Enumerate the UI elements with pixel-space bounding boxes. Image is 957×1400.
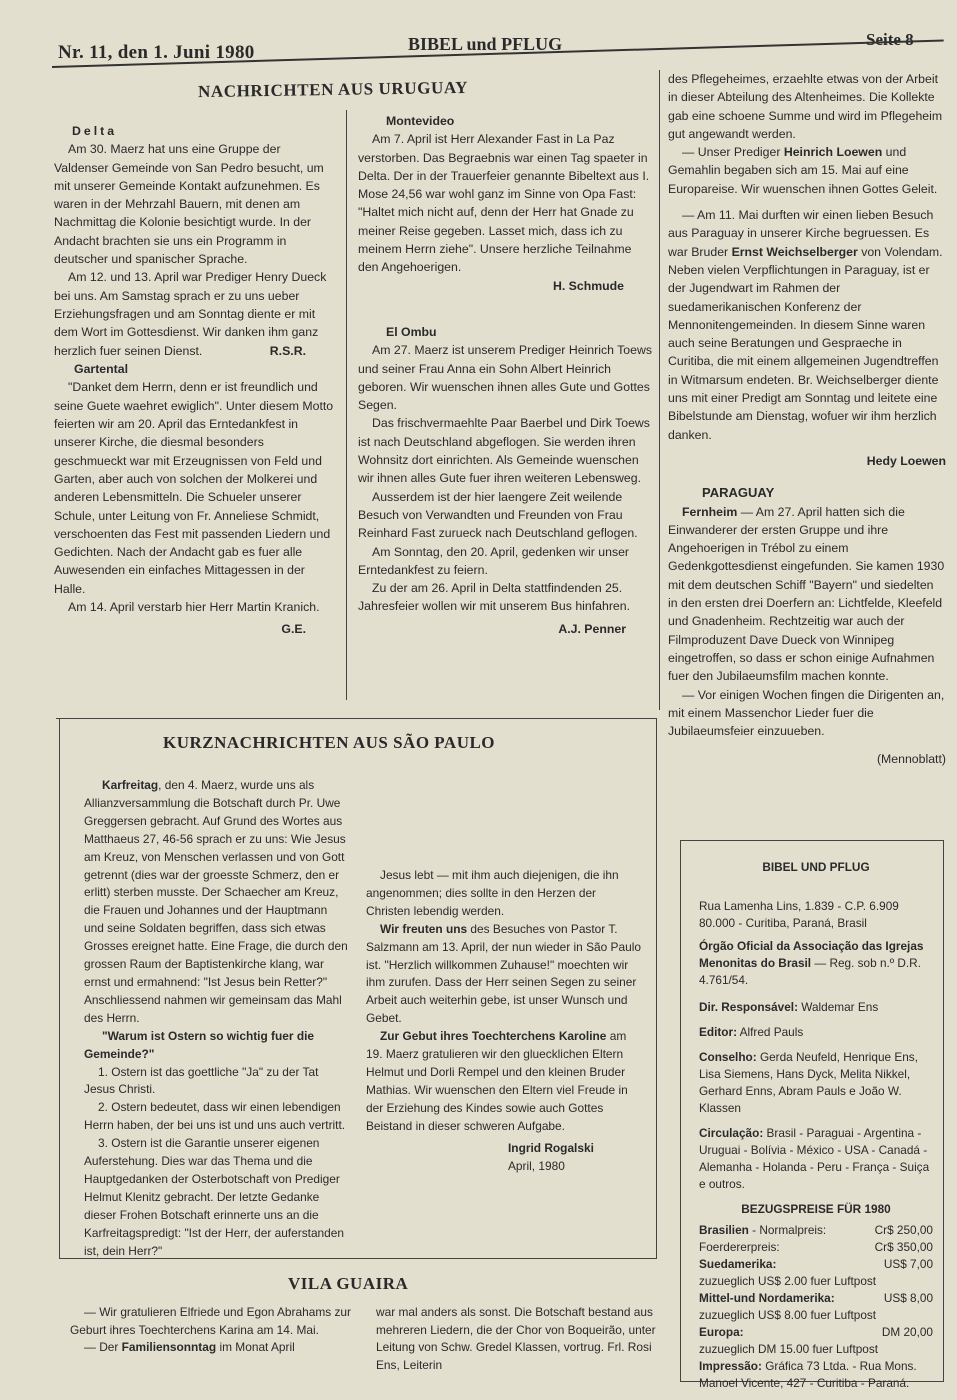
price-value: DM 20,00: [881, 1325, 933, 1339]
council-members: Gerda Neufeld, Henrique Ens, Lisa Siemens, Hans Dyck, Melita Nikkel, Gerhard Enns, Abram Pauls e João W. Klassen: [699, 1050, 918, 1115]
saopaulo-column-2: [366, 777, 642, 1175]
price-row: [699, 1341, 933, 1358]
price-row: [699, 1307, 933, 1324]
price-row: [699, 1239, 933, 1256]
delta-paragraph-1: Am 30. Maerz hat uns eine Gruppe der Valdenser Gemeinde von San Pedro besucht, um mit unserer Gemeinde Kontakt aufzunehmen. Es waren in der Mehrzahl Bauern, mit denen am Nachmittag die Kolonie besichtigt wurde. In der Andacht brachten sie uns ein Programm in deutscher und spanischer Sprache.: [54, 142, 324, 267]
dirigenten-paragraph: — Vor einigen Wochen fingen die Dirigenten an, mit einem Massenchor Lieder fuer die Jubilaeumsfeier einzuueben.: [668, 687, 945, 739]
director-label: Dir. Responsável:: [699, 1000, 799, 1014]
weich-name: Ernst Weichselberger: [731, 244, 858, 259]
delta-signature: R.S.R.: [269, 343, 306, 358]
circulation-label: Circulação:: [699, 1126, 764, 1140]
gartental-paragraph-2: Am 14. April verstarb hier Herr Martin Kranich.: [68, 600, 320, 615]
price-label: [699, 1307, 876, 1324]
elombu-paragraph-4: Am Sonntag, den 20. April, gedenken wir unser Erntedankfest zu feiern.: [358, 544, 630, 577]
price-label: [699, 1324, 744, 1341]
imprint-director: [699, 999, 933, 1016]
saopaulo-column-1: [84, 777, 348, 1260]
gartental-paragraph-1: "Danket dem Herrn, denn er ist freundlich und seine Guete waehret ewiglich". Unter diesem Motto feierten wir am 20. April das Erntedankfest in unserer Kirche, die diesmal besonders geschmueckt war mit Erzeugnissen von Feld und Garten, aber auch von solchen der Molkerei und anderen Lebensmitteln. Die Schueler unserer Schule, unter Leitung von Fr. Anneliese Schmidt, verschoenten das Fest mit passenden Liedern und Gedichten. Nach der Andacht gab es fuer alle Auwesenden ein einfaches Mittagessen in der Halle.: [54, 380, 334, 596]
guaira-paragraph-1: — Wir gratulieren Elfriede und Egon Abrahams zur Geburt ihres Toechterchens Karina am 14. Mai.: [70, 1305, 352, 1337]
price-value: US$ 8,00: [883, 1291, 933, 1305]
price-region: Mittel-und Nordamerika:: [699, 1291, 835, 1305]
price-text: Foerdererpreis:: [699, 1240, 780, 1254]
column-montevideo-elombu: [358, 112, 654, 638]
gebut-text: am 19. Maerz gratulieren wir den gluecklichen Eltern Helmut und Dorli Rempel und den kleinen Bruder Mathias. Wir wuenschen den Eltern viel Freude in der Erziehung des Kindes sowie auch Gottes Beistand in dieser schweren Aufgabe.: [366, 1029, 628, 1133]
guaira-column-1: [70, 1304, 354, 1357]
weich-text-a: — Am 11. Mai durften wir einen lieben Besuch aus Paraguay in unserer Kirche begruessen. Es war Bruder: [668, 208, 934, 259]
imprint-title: BIBEL UND PFLUG: [762, 860, 870, 874]
price-row: [699, 1256, 933, 1273]
price-value: Cr$ 350,00: [874, 1240, 933, 1254]
imprint-reg: — Reg. sob n.º D.R. 4.761/54.: [699, 956, 921, 987]
price-value: Cr$ 250,00: [874, 1223, 933, 1237]
imprint-organ: [699, 938, 933, 989]
gartental-heading: Gartental: [74, 362, 128, 377]
saopaulo-title: KURZNACHRICHTEN AUS SÃO PAULO: [163, 733, 496, 752]
guaira-paragraph-2: [70, 1339, 354, 1357]
karfreitag-label: Karfreitag: [102, 778, 159, 792]
mennoblatt-source: (Mennoblatt): [876, 752, 946, 767]
masthead: BIBEL und PFLUG: [408, 34, 563, 54]
editor-label: Editor:: [699, 1025, 738, 1039]
price-row: [699, 1273, 933, 1290]
delta-heading: Delta: [72, 124, 118, 138]
guaira-p2-a: — Der: [84, 1340, 122, 1355]
guaira-column-2: [376, 1304, 660, 1374]
imprint-printer: [699, 1358, 933, 1392]
price-list: [699, 1222, 933, 1358]
column-divider-2: [659, 70, 660, 710]
loewen-text-b: und Gemahlin begaben sich am 15. Mai auf eine Europareise. Wir wuenschen ihnen Gottes Geleit.: [668, 145, 938, 196]
council-label: Conselho:: [699, 1050, 757, 1064]
guaira-familiensonntag: Familiensonntag: [121, 1340, 217, 1355]
page-number: Seite 8: [866, 30, 914, 49]
price-region: Europa:: [699, 1325, 744, 1339]
fernheim-text: — Am 27. April hatten sich die Einwanderer der ersten Gruppe und ihre Angehoerigen in Trébol zu einem Gedenkgottesdienst eingefunden. Sie kamen 1930 mit dem deutschen Schiff "Bayern" und siedelten in den ersten drei Doerfern an: Lichtfelde, Kleefeld und Gnadenheim. Rechtzeitig war auch der Filmproduzent Dave Dueck von Winnipeg eingetroffen, so dass er schon einige Aufnahmen fuer den Jubilaeumsfilm machen konnte.: [668, 504, 945, 684]
elombu-paragraph-3: Ausserdem ist der hier laengere Zeit weilende Besuch von Verwandten und Freunden von Frau Reinhard Fast zurueck nach Deutschland geflogen.: [358, 489, 638, 541]
price-label: [699, 1341, 878, 1358]
director-name: Waldemar Ens: [798, 1000, 879, 1014]
loewen-name: Heinrich Loewen: [783, 145, 883, 160]
printer-label: Impressão:: [699, 1359, 762, 1373]
elombu-paragraph-5: Zu der am 26. April in Delta stattfindenden 25. Jahresfeier wollen wir mit unserem Bus hinfahren.: [358, 581, 631, 614]
imprint-box: [680, 840, 944, 1390]
elombu-paragraph-2: Das frischvermaehlte Paar Baerbel und Dirk Toews ist nach Deutschland abgeflogen. Sie werden ihren Wohnsitz dort einrichten. Als Gemeinde wuenschen wir ihnen alles Gute fuer ihren weiteren Lebensweg.: [358, 416, 650, 486]
price-label: [699, 1239, 780, 1256]
price-text: zuzueglich DM 15.00 fuer Luftpost: [699, 1342, 879, 1356]
price-region: Brasilien: [699, 1223, 749, 1237]
karfreitag-paragraph: [84, 777, 348, 1028]
imprint-circulation: [699, 1125, 933, 1193]
editor-name: Alfred Pauls: [737, 1025, 804, 1039]
jesus-paragraph: Jesus lebt — mit ihm auch diejenigen, die ihn angenommen; dies sollte in den Herzen der Christen lebendig werden.: [366, 868, 619, 918]
delta-paragraph-2: Am 12. und 13. April war Prediger Henry Dueck bei uns. Am Samstag sprach er zu uns ueber Erziehungsfragen und am Sonntag diente er mit dem Wort im Gottesdienst. Wir danken ihm ganz herzlich fuer seinen Dienst.: [54, 270, 327, 358]
gartental-signature: G.E.: [281, 622, 306, 637]
elombu-paragraph-1: Am 27. Maerz ist unserem Prediger Heinrich Toews und seiner Frau Anna ein Sohn Albert Heinrich geboren. Wir wuenschen ihnen alles Gute und Gottes Segen.: [358, 343, 652, 413]
price-label: [699, 1222, 826, 1239]
elombu-heading: El Ombu: [386, 324, 437, 339]
price-region: Suedamerika:: [699, 1257, 777, 1271]
price-label: [699, 1290, 835, 1307]
montevideo-signature: H. Schmude: [552, 278, 624, 293]
section-rule: [56, 718, 656, 719]
price-text: - Normalpreis:: [752, 1223, 827, 1237]
saopaulo-box-right: [656, 718, 657, 1258]
paraguay-title: PARAGUAY: [702, 485, 775, 501]
prices-title: BEZUGSPREISE FÜR 1980: [741, 1202, 891, 1216]
price-row: [699, 1290, 933, 1307]
freuten-text: des Besuches von Pastor T. Salzmann am 13. April, der nun wieder in São Paulo ist. "Herzlich willkommen Zuhause!" moechten wir ihm zurufen. Dass der Herr seinen Segen zu seiner Arbeit auch weiterhin gebe, ist unser Wunsch und Gebet.: [366, 921, 641, 1026]
freuten-label: Wir freuten uns: [380, 921, 468, 936]
price-row: [699, 1222, 933, 1239]
ostern-point-2: 2. Ostern bedeutet, dass wir einen lebendigen Herrn haben, der bei uns ist und uns auch vertritt.: [84, 1100, 346, 1133]
ostern-question: "Warum ist Ostern so wichtig fuer die Gemeinde?": [84, 1028, 314, 1061]
ostern-point-3: 3. Ostern ist die Garantie unserer eigenen Auferstehung. Dies war das Thema und die Hauptgedanken der Osterbotschaft von Prediger Helmut Klenitz gebracht. Der letzte Gedanke dieser Frohen Botschaft erinnerte uns an die Karfreitagspredigt: "Ist der Herr, der auferstanden ist, dein Herr?": [84, 1136, 345, 1258]
gebut-paragraph: [366, 1028, 642, 1135]
imprint-address: Rua Lamenha Lins, 1.839 - C.P. 6.909 80.000 - Curitiba, Paraná, Brasil: [699, 899, 899, 930]
guaira-p2-c: im Monat April: [216, 1340, 295, 1355]
issue-date: Nr. 11, den 1. Juni 1980: [58, 42, 255, 63]
ostern-point-1: 1. Ostern ist das goettliche "Ja" zu der Tat Jesus Christi.: [84, 1064, 319, 1097]
column-delta-gartental: [54, 122, 336, 639]
uruguay-title: NACHRICHTEN AUS URUGUAY: [197, 77, 469, 102]
imprint-council: [699, 1049, 933, 1117]
fernheim-paragraph: [668, 503, 946, 686]
column-divider-1: [346, 110, 347, 700]
rogalski-signature: Ingrid Rogalski: [508, 1140, 594, 1155]
freuten-paragraph: [366, 921, 642, 1028]
loewen-text-a: — Unser Prediger: [682, 145, 784, 160]
loewen-paragraph: [668, 143, 946, 198]
imprint-content: [681, 841, 943, 1392]
fernheim-name: Fernheim: [682, 504, 738, 519]
imprint-organ-name: Órgão Oficial da Associação das Igrejas Menonitas do Brasil: [699, 939, 924, 970]
weich-text-b: von Volendam. Neben vielen Verpflichtungen in Paraguay, ist er der Jugendwart im Rahmen der suedamerikanischen Konferenz der Mennonitengemeinden. In diesem Sinne waren auch seine Beratungen und Gespraeche in Curitiba, die mit einem allgemeinen Jugendtreffen in Witmarsum endeten. Br. Weichselberger diente uns mit einer Predigt am Sonntag und leitete eine Bibelstunde am Dienstag, wofuer wir ihm herzlich danken.: [668, 244, 943, 442]
price-value: US$ 7,00: [883, 1257, 933, 1271]
price-label: [699, 1256, 776, 1273]
guaira-paragraph-3: war mal anders als sonst. Die Botschaft bestand aus mehreren Liedern, die der Chor von Boqueirão, unter Leitung von Schw. Gredel Klassen, vortrug. Frl. Rosi Ens, Leiterin: [376, 1305, 656, 1372]
column-right: [668, 70, 946, 769]
montevideo-heading: Montevideo: [386, 114, 455, 128]
continued-paragraph: des Pflegeheimes, erzaehlte etwas von der Arbeit in dieser Abteilung des Altenheimes. Die Kollekte gab eine schoene Summe und wird im Pflegeheim gut angewandt werden.: [668, 72, 943, 141]
saopaulo-box-left: [59, 718, 60, 1258]
circulation-countries: Brasil - Paraguai - Argentina - Uruguai - Bolívia - México - USA - Canadá - Alemanha - Holanda - Peru - França - Suiça e outros.: [699, 1126, 930, 1191]
gebut-label: Zur Gebut ihres Toechterchens Karoline: [380, 1029, 607, 1044]
karfreitag-text: , den 4. Maerz, wurde uns als Allianzversammlung die Botschaft durch Pr. Uwe Greggersen gebracht. Auf Grund des Wortes aus Matthaeus 27, 46-56 sprach er zu uns: Wie Jesus am Kreuz, von Menschen verlassen und von Gott getrennt (dies war der groesste Schmerz, den er erlitt) sterben musste. Der Schaecher am Kreuz, die Frauen und Johannes und der Hauptmann und seine Soldaten begriffen, dass sich etwas Grosses ereignet hatte. Eine Frage, die durch den grossen Raum der Baptistenkirche klang, war ernst und ermahnend: "Ist Jesus bein Retter?" Anschliessend nahmen wir gemeinsam das Mahl des Herrn.: [84, 778, 348, 1025]
price-label: [699, 1273, 876, 1290]
imprint-editor: [699, 1024, 933, 1041]
price-text: zuzueglich US$ 8.00 fuer Luftpost: [699, 1308, 877, 1322]
weichselberger-paragraph: [668, 206, 946, 444]
rogalski-date: April, 1980: [508, 1158, 565, 1173]
guaira-title: VILA GUAIRA: [288, 1274, 409, 1293]
montevideo-paragraph: Am 7. April ist Herr Alexander Fast in La Paz verstorben. Das Begraebnis war einen Tag spaeter in Delta. Der in der Trauerfeier genannte Bibeltext aus I. Mose 24,56 war wohl ganz im Sinne von Opa Fast: "Haltet mich nicht auf, denn der Herr hat Gnade zu meiner Reise gegeben. Lasset mich, dass ich zu meinem Herrn ziehe". Unsere herzliche Teilnahme den Angehoerigen.: [358, 132, 650, 275]
hedy-signature: Hedy Loewen: [866, 453, 946, 468]
printer-text: Gráfica 73 Ltda. - Rua Mons. Manoel Vicente, 427 - Curitiba - Paraná.: [699, 1359, 917, 1390]
elombu-signature: A.J. Penner: [558, 621, 626, 636]
price-row: [699, 1324, 933, 1341]
price-text: zuzueglich US$ 2.00 fuer Luftpost: [699, 1274, 877, 1288]
